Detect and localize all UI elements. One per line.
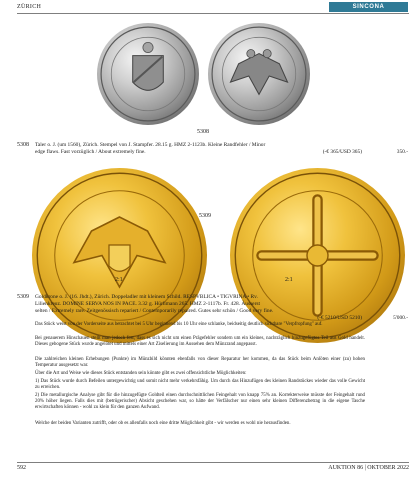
lot-5309-paragraph-3: Die zahlreichen kleinen Erhebungen (Punkte) im Münzbild könnten ebenfalls von dieser Reparatur her kommen, da das Stück beim Anlöten einer (zu) hohen Temperatur ausgesetzt war. <box>35 357 365 368</box>
page-number: 592 <box>17 465 26 471</box>
lot-5309-estimate: (-€ 5210/USD 5210) <box>317 315 362 321</box>
scale-label-left: 2:1 <box>115 277 123 283</box>
scale-label-right: 2:1 <box>285 277 293 283</box>
brand-logo: SINCONA <box>329 2 408 12</box>
lot-5308-line2: edge flaws. Fast vorzüglich / About extremely fine. <box>35 149 146 155</box>
auction-footer: AUKTION 86 | OKTOBER 2022 <box>328 465 409 471</box>
lot-5308-line1: Taler o. J. (um 1560), Zürich. Stempel von J. Stampfer. 28.15 g. HMZ 2-1123b. Kleine Randfehler / Minor <box>35 142 266 148</box>
lot-number-5309: 5309 <box>17 294 29 300</box>
lot-5309-paragraph-1: Das Stück weist von der Vorderseite aus betrachtet bei 5 Uhr beginnend bis 10 Uhr eine schlanke, beidseitig deutlich sichtbare "Verpfropfung" auf. <box>35 322 323 327</box>
lot-5308-estimate: (-€ 365/USD 365) <box>322 149 362 155</box>
figure-label-5308: 5308 <box>197 129 209 135</box>
coin-5308-obverse <box>97 23 199 125</box>
lot-5308-price: 350.- <box>396 149 408 155</box>
coin-5308-reverse <box>208 23 310 125</box>
section-title: ZÜRICH <box>17 4 42 10</box>
lot-5309-paragraph-6: 2) Die metallurgische Analyse gibt für die hinzugefügte Goldteil einen durchschnittlichen Feingehalt von knapp 75% an. Korrekterweise müsste der Feingehalt rund 20% höher liegen. Falls dies mit (betrügerischer) Absicht geschehen war, so hätte der Verfälscher nur einen sehr kleinen Differenzbetrag in die eigene Tasche erwirtschaften können - wohl zu klein für den ganzen Aufwand. <box>35 393 365 410</box>
lot-5309-price: 5'000.- <box>393 315 408 321</box>
lot-5309-paragraph-4: Über die Art und Weise wie dieses Stück entstanden sein könnte gibt es zwei offensichtliche Möglichkeiten: <box>35 371 247 376</box>
lot-5309-paragraph-2: Bei genauerem Hinschauen stellt man jedoch fest, dass es sich nicht um einen Prägefehler sondern um ein kleines, nachträglich hinzugefügtes Teil aus Gold handelt. Dieses gebogene Stück wurde angelötet und mittels einer Art Ziselierung im Aussehen dem Münzrand angepasst. <box>35 336 365 347</box>
lot-5309-line3: selten / Extremely rare. Zeitgenössisch repariert / Contemporarily repaired. Gutes sehr schön / Good very fine. <box>35 308 274 314</box>
footer-rule <box>17 462 409 463</box>
figure-label-5309: 5309 <box>199 213 211 219</box>
lot-5309-paragraph-7: Welche der beiden Varianten zutrifft, oder ob es allenfalls noch eine dritte Möglichkeit gibt - wir werden es wohl nie herausfinden. <box>35 421 291 426</box>
lot-5309-line2: Lilienkreuz. DOMINE SERVA NOS IN PACE. 3.32 g. Hürlimann 265. HMZ 2-1117b. Fr. 428. Äusserst <box>35 301 260 307</box>
coin-5309-obverse <box>32 168 207 343</box>
lot-5309-paragraph-5: 1) Das Stück wurde durch Befeilen untergewichtig und somit nicht mehr verkehrsfähig. Um durch das Hinzufügen des kleinen Randstückes wieder das volle Gewicht zu erreichen. <box>35 379 365 390</box>
lot-number-5308: 5308 <box>17 142 29 148</box>
lot-5309-line1: Goldkrone o. J. (16. Jhdt.), Zürich. Doppeladler mit kleinem Schild. RESPVBLICA • TIGVRINA • Rv. <box>35 294 258 300</box>
header-rule <box>17 13 409 14</box>
